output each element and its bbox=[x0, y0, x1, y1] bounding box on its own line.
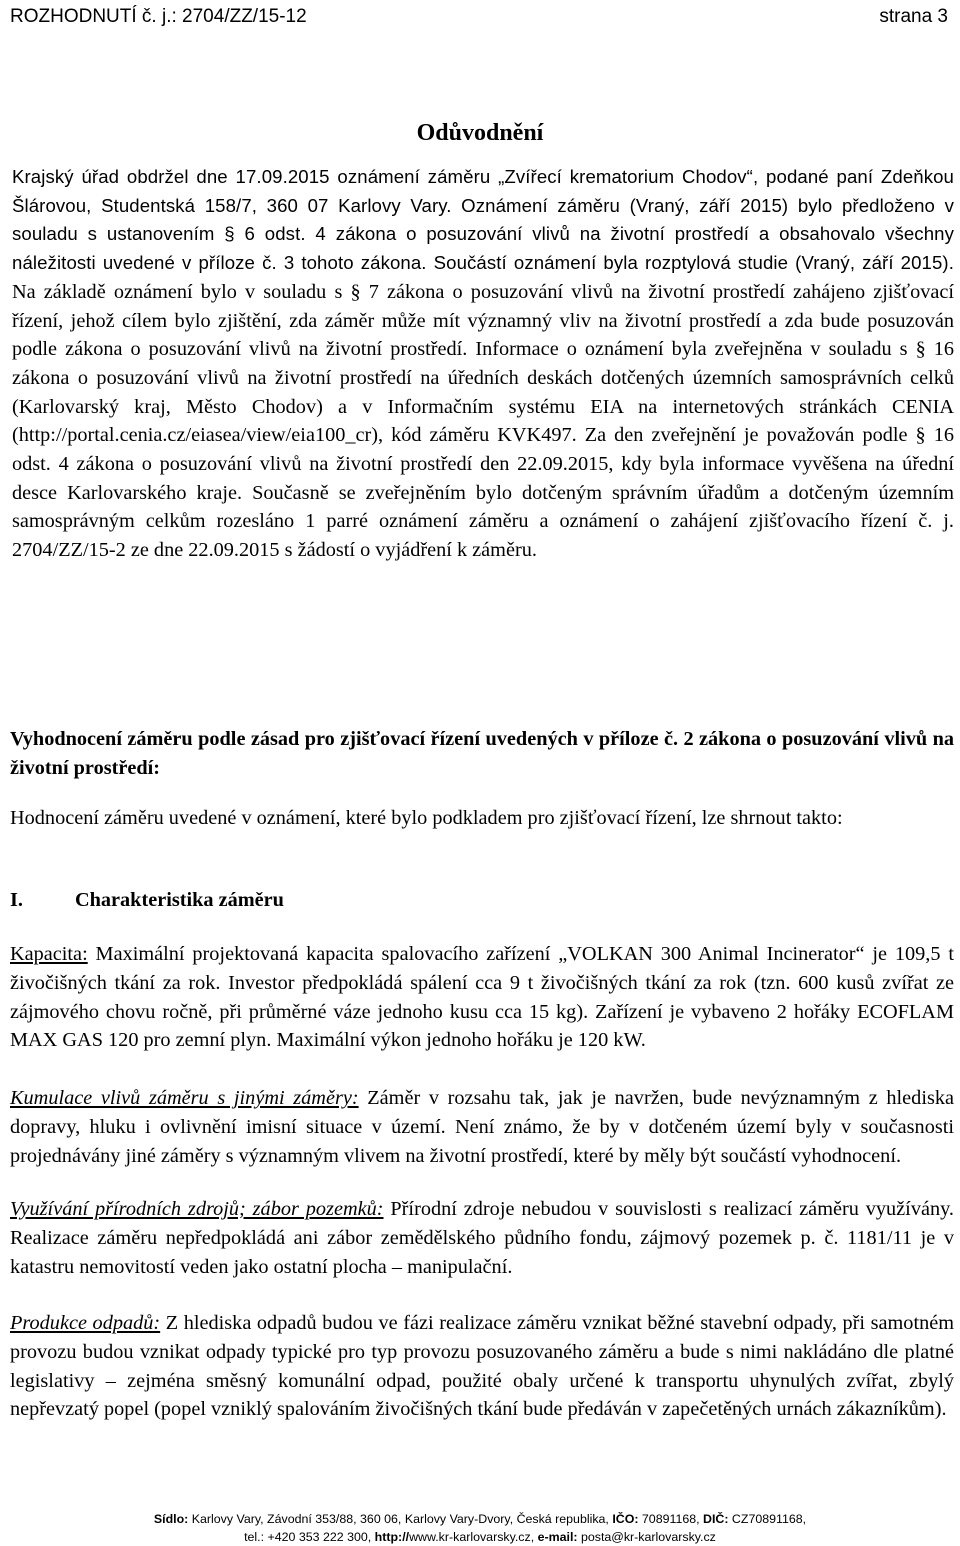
page-header bbox=[10, 4, 948, 34]
item-cumulation-label: Kumulace vlivů záměru s jinými záměry: bbox=[10, 1087, 359, 1109]
item-waste bbox=[10, 1309, 954, 1424]
item-resources-text: Přírodní zdroje nebudou v souvislosti s realizací záměru využívány. Realizace záměru nepředpokládá ani zábor zemědělského půdního fondu, zájmový pozemek p. č. 1181/11 je v katastru nemovitostí veden jako ostatní plocha – manipulační. bbox=[10, 1198, 954, 1278]
item-cumulation bbox=[10, 1084, 954, 1170]
item-resources-label: Využívání přírodních zdrojů; zábor pozemků: bbox=[10, 1198, 384, 1220]
decision-number: ROZHODNUTÍ č. j.: 2704/ZZ/15-12 bbox=[10, 6, 307, 27]
item-waste-label: Produkce odpadů: bbox=[10, 1312, 161, 1334]
evaluation-intro: Hodnocení záměru uvedené v oznámení, které bylo podkladem pro zjišťovací řízení, lze shrnout takto: bbox=[10, 807, 843, 829]
footer-email-link[interactable]: posta@kr-karlovarsky.cz bbox=[577, 1530, 716, 1544]
item-capacity bbox=[10, 940, 954, 1055]
section-I-heading bbox=[10, 886, 954, 915]
item-cumulation-text: Záměr v rozsahu tak, jak je navržen, bude nevýznamným z hlediska dopravy, hluku i ovlivnění imisní situace v území. Není známo, že by v dotčeném území byly v současnosti projednávány jiné záměry s významným vlivem na životní prostředí, které by měly být součástí vyhodnocení. bbox=[10, 1087, 954, 1167]
section-I-number: I. bbox=[10, 889, 23, 911]
evaluation-heading: Vyhodnocení záměru podle zásad pro zjišťovací řízení uvedených v příloze č. 2 zákona o posuzování vlivů na životní prostředí: bbox=[10, 728, 954, 779]
page-number: strana 3 bbox=[879, 6, 948, 27]
item-waste-text: Z hlediska odpadů budou ve fázi realizace záměru vznikat běžné stavební odpady, při samotném provozu budou vznikat odpady typické pro typ provozu posuzovaného záměru a bude s nimi nakládáno dle platné legislativy – zejména směsný komunální odpad, použité obaly určené k transportu uhynulých zvířat, zbylý nepřevzatý popel (popel vzniklý spalováním živočišných tkání bude předáván v zapečetěných urnách zákazníkům). bbox=[10, 1312, 954, 1421]
intro-serif-text: Na základě oznámení bylo v souladu s § 7 zákona o posuzování vlivů na životní prostředí zahájeno zjišťovací řízení, jehož cílem bylo zjištění, zda záměr může mít významný vliv na životní prostředí a zda bude posuzován podle zákona o posuzování vlivů na životní prostředí. Informace o oznámení byla zveřejněna v souladu s § 16 zákona o posuzování vlivů na životní prostředí na úředních deskách dotčených územních samosprávních celků (Karlovarský kraj, Město Chodov) a v Informačním systému EIA na internetových stránkách CENIA (http://portal.cenia.cz/eiasea/view/eia100_cr), kód záměru KVK497. Za den zveřejnění je považován podle § 16 odst. 4 zákona o posuzování vlivů na životní prostředí den 22.09.2015, kdy byla informace vyvěšena na úřední desce Karlovarského kraje. Současně se zveřejněním bylo dotčeným správním úřadům a dotčeným územním samosprávným celkům rozesláno 1 parré oznámení záměru a oznámení o zahájení zjišťovacího řízení č. j. 2704/ZZ/15-2 ze dne 22.09.2015 s žádostí o vyjádření k záměru. bbox=[12, 280, 954, 562]
section-I-title: Charakteristika záměru bbox=[74, 889, 284, 911]
footer-line-2: tel.: +420 353 222 300, http://www.kr-karlovarsky.cz, e-mail: posta@kr-karlovarsky.cz bbox=[244, 1530, 716, 1544]
item-capacity-text: Maximální projektovaná kapacita spalovacího zařízení „VOLKAN 300 Animal Incinerator“ je 109,5 t živočišných tkání za rok. Investor předpokládá spálení cca 9 t živočišných tkání za rok (tzn. 600 kusů zvířat ze zájmového chovu ročně, při průměrné váze jednoho kusu cca 15 kg). Zařízení je vybaveno 2 hořáky ECOFLAM MAX GAS 120 pro zemní plyn. Maximální výkon jednoho hořáku je 120 kW. bbox=[10, 943, 954, 1052]
item-capacity-label: Kapacita: bbox=[10, 943, 88, 965]
footer-website-link[interactable]: www.kr-karlovarsky.cz, bbox=[409, 1530, 538, 1544]
intro-paragraph bbox=[12, 163, 954, 565]
intro-sans-text: Krajský úřad obdržel dne 17.09.2015 oznámení záměru „Zvířecí krematorium Chodov“, podané paní Zdeňkou Šlárovou, Studentská 158/7, 360 07 Karlovy Vary. Oznámení záměru (Vraný, září 2015) bylo předloženo v souladu s ustanovením § 6 odst. 4 zákona o posuzování vlivů na životní prostředí a obsahovalo všechny náležitosti uvedené v příloze č. 3 tohoto zákona. Součástí oznámení byla rozptylová studie (Vraný, září 2015). bbox=[12, 166, 954, 274]
section-title: Odůvodnění bbox=[416, 120, 544, 146]
footer-line-1: Sídlo: Karlovy Vary, Závodní 353/88, 360 06, Karlovy Vary-Dvory, Česká republika, IČO: 70891168, DIČ: CZ70891168, bbox=[153, 1512, 807, 1526]
item-resources bbox=[10, 1195, 954, 1281]
